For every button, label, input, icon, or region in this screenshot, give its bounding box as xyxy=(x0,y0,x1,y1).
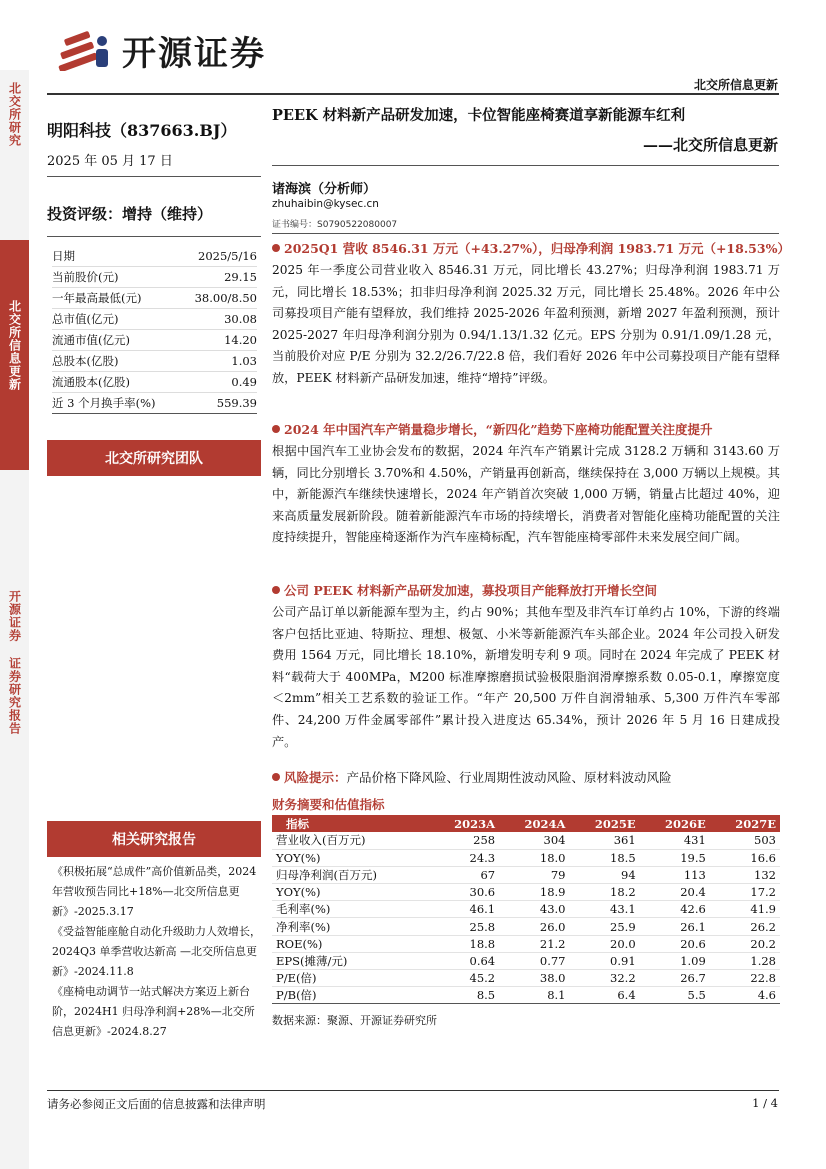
info-row: 一年最高最低(元) 38.00/8.50 xyxy=(52,288,257,309)
related-report-link[interactable]: 《座椅电动调节一站式解决方案迈上新台阶，2024H1 归母净利润+28%—北交所信息更新》-2024.8.27 xyxy=(52,985,255,1038)
financial-table xyxy=(272,815,780,1004)
table-row: 归母净利润(百万元) 67 79 94 113 132 xyxy=(272,866,780,883)
column-header: 2023A xyxy=(429,815,499,832)
section-industry xyxy=(272,419,780,549)
analyst-email[interactable]: zhuhaibin@kysec.cn xyxy=(272,198,379,210)
report-date: 2025 年 05 月 17 日 xyxy=(47,154,173,169)
column-header: 2027E xyxy=(710,815,780,832)
table-row: 毛利率(%) 46.1 43.0 43.1 42.6 41.9 xyxy=(272,901,780,918)
table-row: YOY(%) 30.6 18.9 18.2 20.4 17.2 xyxy=(272,884,780,901)
report-title: PEEK 材料新产品研发加速，卡位智能座椅赛道享新能源车红利 xyxy=(272,107,686,124)
related-reports-list xyxy=(52,862,262,1042)
bullet-icon xyxy=(272,773,280,781)
section-heading: 2025Q1 营收 8546.31 万元（+43.27%），归母净利润 1983.71 万元（+18.53%） xyxy=(272,238,780,260)
info-row: 流通市值(亿元) 14.20 xyxy=(52,330,257,351)
table-row: 净利率(%) 25.8 26.0 25.9 26.1 26.2 xyxy=(272,918,780,935)
bullet-icon xyxy=(272,425,280,433)
analyst-name: 诸海滨（分析师） xyxy=(272,182,377,197)
page-number: 1 / 4 xyxy=(752,1096,778,1110)
info-row: 近 3 个月换手率(%) 559.39 xyxy=(52,393,257,414)
section-heading: 2024 年中国汽车产销量稳步增长，“新四化”趋势下座椅功能配置关注度提升 xyxy=(272,419,780,441)
research-team-banner: 北交所研究团队 xyxy=(47,440,261,476)
header-tag: 北交所信息更新 xyxy=(693,78,778,92)
column-header: 2026E xyxy=(640,815,710,832)
section-company xyxy=(272,580,780,753)
investment-rating: 投资评级：增持（维持） xyxy=(47,205,213,223)
side-label-middle: 北交所信息更新 xyxy=(0,240,29,470)
section-body: 公司产品订单以新能源车型为主，约占 90%；其他车型及非汽车订单约占 10%，下游的终端客户包括比亚迪、特斯拉、理想、极氪、小米等新能源汽车头部企业。2024 年公司投入研发费用 1564 万元，同比增长 18.10%，新增发明专利 9 项。同时在 2024 年完成了 PEEK 材料“载荷大于 400MPa，M200 标准摩擦磨损试验极限脂润滑摩擦系数 0.05-0.1，摩擦宽度＜2mm”相关工艺系数的验证工作。“年产 20,500 万件自润滑轴承、5,300 万件汽车零部件、24,200 万件金属零部件”累计投入进度达 65.34%，预计 2026 年 5 月 16 日建成投产。 xyxy=(272,605,780,749)
divider xyxy=(272,233,779,234)
risk-text: 产品价格下降风险、行业周期性波动风险、原材料波动风险 xyxy=(346,770,672,785)
table-row: 营业收入(百万元) 258 304 361 431 503 xyxy=(272,832,780,849)
stock-info-table xyxy=(52,246,257,414)
related-reports-banner: 相关研究报告 xyxy=(47,821,261,857)
divider xyxy=(272,165,779,166)
table-row: YOY(%) 24.3 18.0 18.5 19.5 16.6 xyxy=(272,849,780,866)
related-report-link[interactable]: 《受益智能座舱自动化升级助力人效增长，2024Q3 单季营收达新高 —北交所信息更新》-2024.11.8 xyxy=(52,925,261,978)
financial-table-title: 财务摘要和估值指标 xyxy=(272,797,385,812)
side-label-top: 北交所研究 xyxy=(7,82,22,147)
brand-logo xyxy=(58,26,266,75)
table-header-row xyxy=(272,815,780,832)
brand-name: 开源证券 xyxy=(122,34,266,74)
column-header: 指标 xyxy=(272,815,429,832)
info-row: 总股本(亿股) 1.03 xyxy=(52,351,257,372)
related-report-link[interactable]: 《积极拓展“总成件”高价值新品类，2024 年营收预告同比+18%—北交所信息更新》-2025.3.17 xyxy=(52,865,257,918)
side-strip xyxy=(0,70,29,1169)
column-header: 2024A xyxy=(499,815,569,832)
info-row: 流通股本(亿股) 0.49 xyxy=(52,372,257,393)
analyst-certificate: 证书编号：S0790522080007 xyxy=(272,220,398,230)
info-row: 当前股价(元) 29.15 xyxy=(52,267,257,288)
table-row: P/E(倍) 45.2 38.0 32.2 26.7 22.8 xyxy=(272,970,780,987)
logo-mark-icon xyxy=(58,31,114,71)
risk-label: 风险提示： xyxy=(284,770,347,785)
section-body: 2025 年一季度公司营业收入 8546.31 万元，同比增长 43.27%；归母净利润 1983.71 万元，同比增长 18.53%；扣非归母净利润 2025.32 万元，同比增长 25.48%。2026 年中公司募投项目产能有望释放，我们维持 2025-2026 年盈利预测，新增 2027 年盈利预测，预计 2025-2027 年归母净利润分别为 0.94/1.13/1.32 亿元。EPS 分别为 0.91/1.09/1.28 元，当前股价对应 P/E 分别为 32.2/26.7/22.8 倍，我们看好 2026 年中公司募投项目产能有望释放，PEEK 材料新产品研发加速，维持“增持”评级。 xyxy=(272,263,780,385)
section-heading: 公司 PEEK 材料新产品研发加速，募投项目产能释放打开增长空间 xyxy=(272,580,780,602)
divider xyxy=(47,176,261,177)
footer-disclaimer: 请务必参阅正文后面的信息披露和法律声明 xyxy=(47,1097,266,1111)
side-label-bottom: 开源证券 证券研究报告 xyxy=(7,590,22,735)
data-source: 数据来源：聚源、开源证券研究所 xyxy=(272,1014,437,1027)
divider xyxy=(47,236,261,237)
company-name: 明阳科技（837663.BJ） xyxy=(47,121,237,140)
risk-notice xyxy=(272,767,672,789)
info-row: 日期 2025/5/16 xyxy=(52,246,257,267)
table-row: ROE(%) 18.8 21.2 20.0 20.6 20.2 xyxy=(272,935,780,952)
section-q1-results xyxy=(272,238,790,390)
section-body: 根据中国汽车工业协会发布的数据，2024 年汽车产销累计完成 3128.2 万辆和 3143.60 万辆，同比分别增长 3.70%和 4.50%，产销量再创新高，继续保持在 3,000 万辆以上规模。其中，新能源汽车继续快速增长，2024 年产销首次突破 1,000 万辆，销量占比超过 40%，迎来高质量发展新阶段。随着新能源汽车市场的持续增长，消费者对智能化座椅功能配置的关注度持续提升，智能座椅逐渐作为汽车座椅标配，汽车智能座椅零部件未来发展空间广阔。 xyxy=(272,444,780,545)
footer-divider xyxy=(47,1090,779,1091)
column-header: 2025E xyxy=(569,815,639,832)
info-row: 总市值(亿元) 30.08 xyxy=(52,309,257,330)
header-divider xyxy=(47,93,779,95)
table-row: P/B(倍) 8.5 8.1 6.4 5.5 4.6 xyxy=(272,987,780,1004)
bullet-icon xyxy=(272,586,280,594)
report-subtitle: ——北交所信息更新 xyxy=(642,136,778,154)
bullet-icon xyxy=(272,244,280,252)
table-row: EPS(摊薄/元) 0.64 0.77 0.91 1.09 1.28 xyxy=(272,952,780,969)
